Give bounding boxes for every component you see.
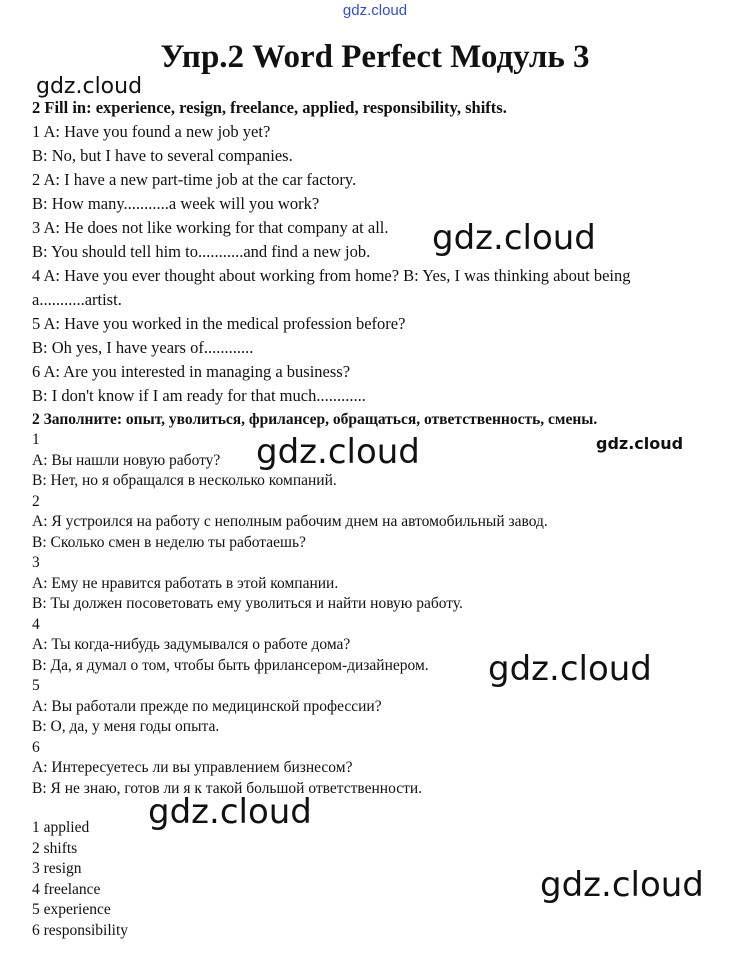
text-line: B: How many...........a week will you work?	[32, 194, 320, 213]
exercise-heading-en: 2 Fill in: experience, resign, freelance, applied, responsibility, shifts.	[32, 98, 507, 117]
text-line: B: Сколько смен в неделю ты работаешь?	[32, 534, 306, 551]
text-line: 5	[32, 677, 40, 694]
text-line: B: No, but I have to several companies.	[32, 146, 293, 165]
text-line: 4	[32, 616, 40, 633]
text-line: 5 A: Have you worked in the medical profession before?	[32, 314, 406, 333]
answer-item: 5 experience	[32, 901, 111, 918]
text-line: B: Нет, но я обращался в несколько компаний.	[32, 472, 337, 489]
text-line: a...........artist.	[32, 290, 122, 309]
watermark: gdz.cloud	[432, 218, 596, 258]
answer-item: 3 resign	[32, 860, 82, 877]
watermark: gdz.cloud	[256, 432, 420, 472]
text-line: 2	[32, 493, 40, 510]
watermark-top: gdz.cloud	[342, 2, 408, 19]
watermark: gdz.cloud	[36, 74, 143, 99]
text-line: A: Ты когда-нибудь задумывался о работе дома?	[32, 636, 351, 653]
text-line: 6	[32, 739, 40, 756]
text-line: B: I don't know if I am ready for that much............	[32, 386, 366, 405]
text-line: 1	[32, 431, 40, 448]
text-line: A: Интересуетесь ли вы управлением бизнесом?	[32, 759, 353, 776]
watermark: gdz.cloud	[488, 649, 652, 689]
answer-item: 1 applied	[32, 819, 90, 836]
text-line: 6 A: Are you interested in managing a business?	[32, 362, 351, 381]
text-line: 1 A: Have you found a new job yet?	[32, 122, 271, 141]
watermark: gdz.cloud	[540, 865, 704, 905]
watermark: gdz.cloud	[596, 434, 684, 453]
text-line: A: Вы нашли новую работу?	[32, 452, 221, 469]
text-line: A: Я устроился на работу с неполным рабочим днем на автомобильный завод.	[32, 513, 548, 530]
watermark: gdz.cloud	[148, 792, 312, 832]
answer-item: 6 responsibility	[32, 922, 129, 939]
exercise-heading-ru: 2 Заполните: опыт, уволиться, фрилансер, обращаться, ответственность, смены.	[32, 411, 598, 428]
text-line: 4 A: Have you ever thought about working from home? B: Yes, I was thinking about being	[32, 266, 631, 285]
text-line: A: Ему не нравится работать в этой компании.	[32, 575, 339, 592]
text-line: B: Oh yes, I have years of............	[32, 338, 254, 357]
text-line: A: Вы работали прежде по медицинской профессии?	[32, 698, 382, 715]
text-line: B: You should tell him to...........and find a new job.	[32, 242, 371, 261]
answer-item: 4 freelance	[32, 881, 101, 898]
text-line: 3	[32, 554, 40, 571]
text-line: B: Да, я думал о том, чтобы быть фрилансером-дизайнером.	[32, 657, 429, 674]
text-line: B: Я не знаю, готов ли я к такой большой ответственности.	[32, 780, 423, 797]
text-line: B: Ты должен посоветовать ему уволиться и найти новую работу.	[32, 595, 463, 612]
answer-item: 2 shifts	[32, 840, 78, 857]
text-line: 2 A: I have a new part-time job at the car factory.	[32, 170, 357, 189]
text-line: 3 A: He does not like working for that company at all.	[32, 218, 389, 237]
page-title: Упр.2 Word Perfect Модуль 3	[160, 39, 590, 75]
text-line: B: О, да, у меня годы опыта.	[32, 718, 220, 735]
